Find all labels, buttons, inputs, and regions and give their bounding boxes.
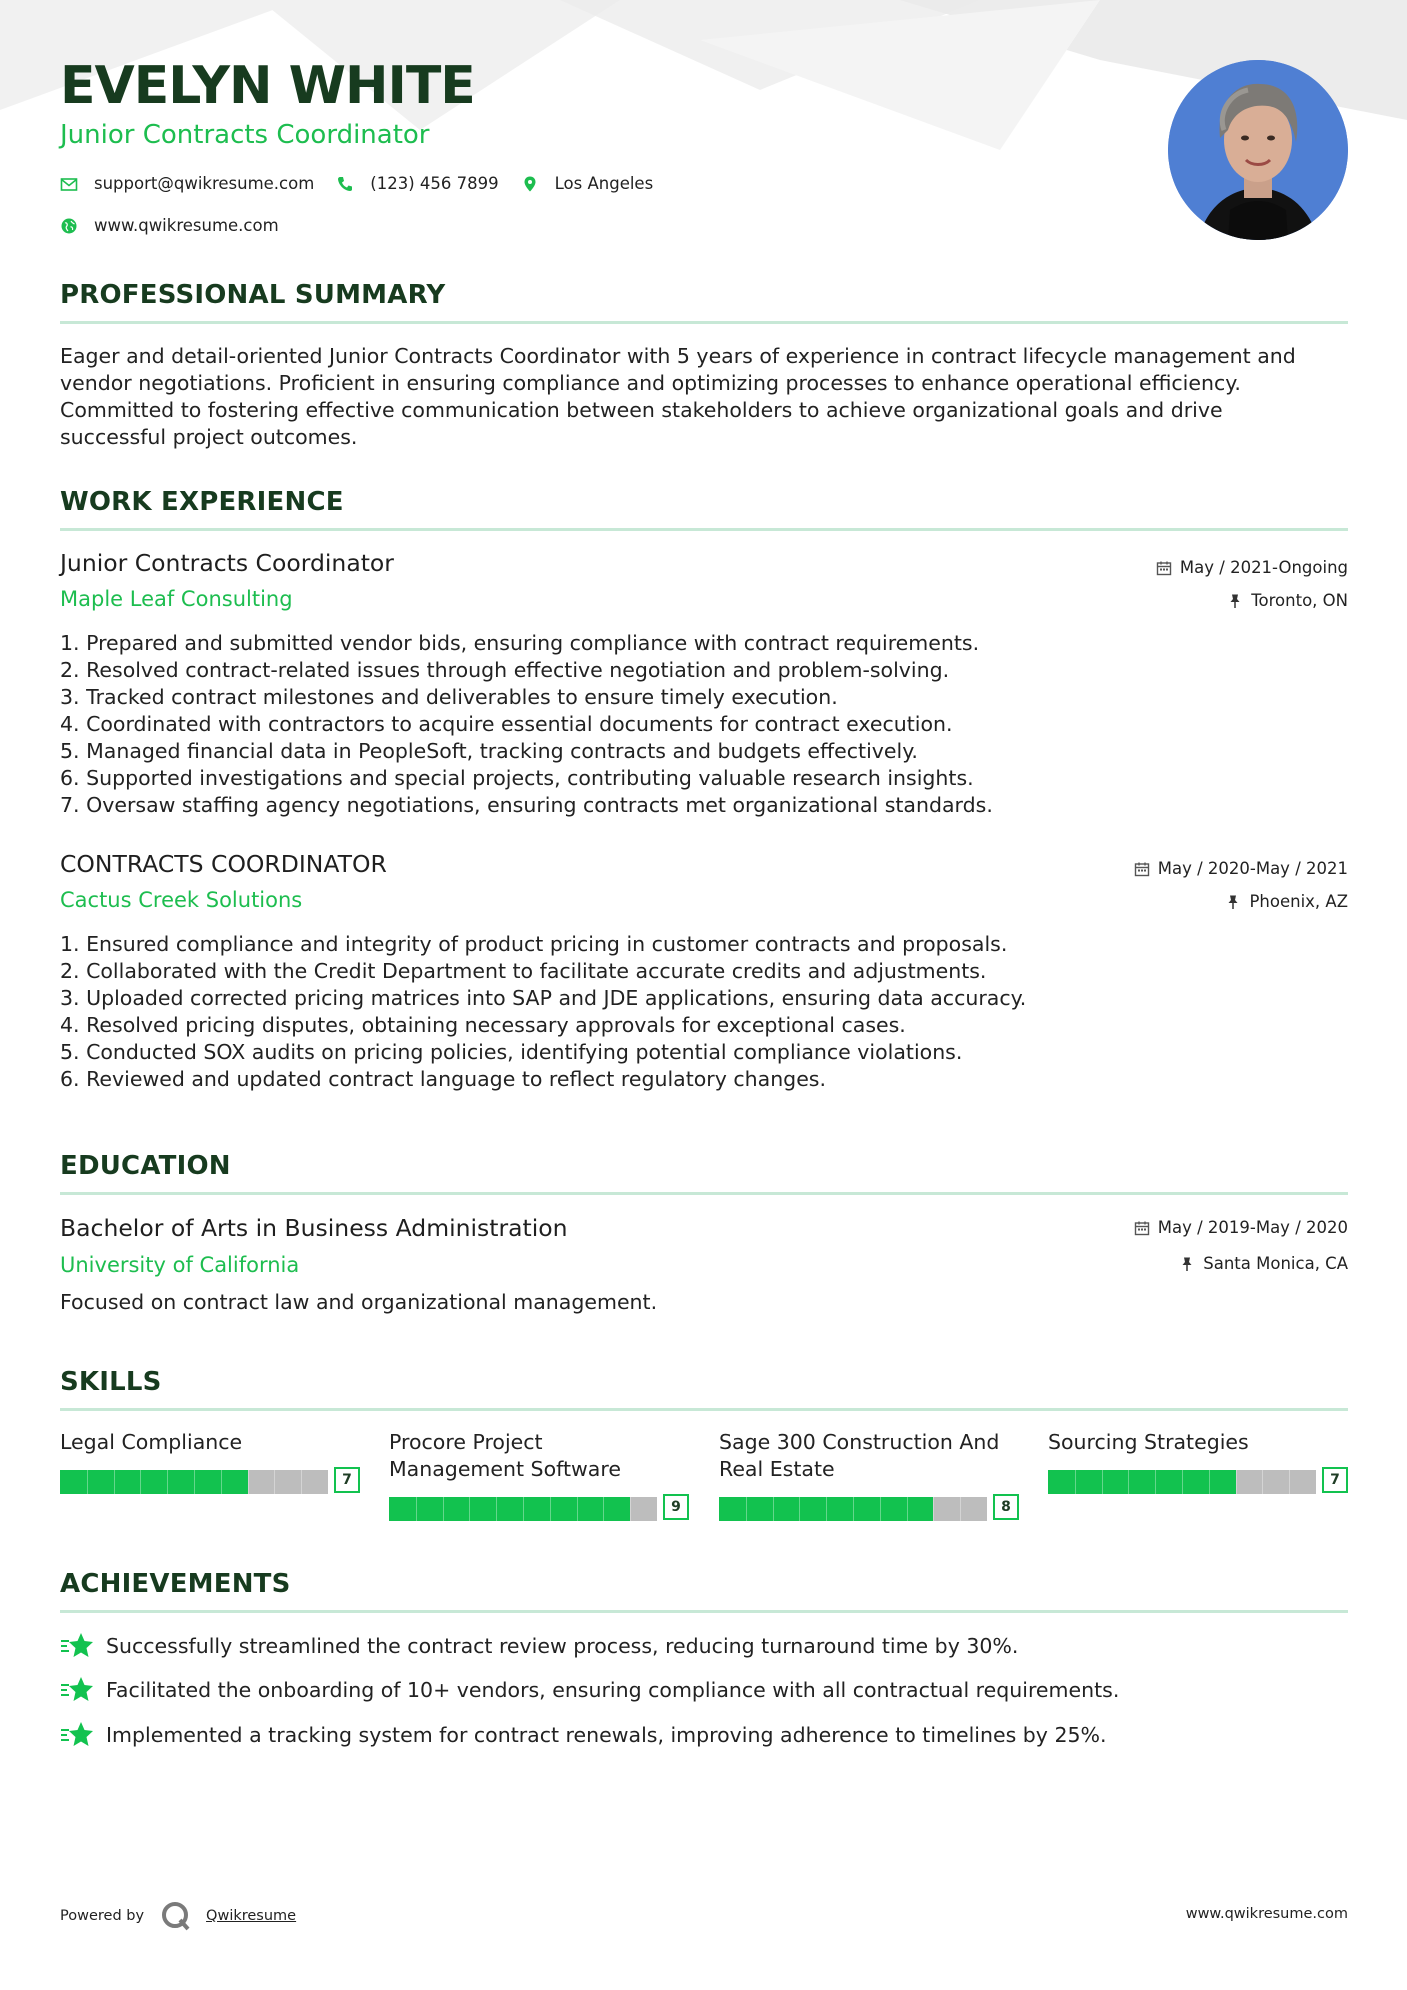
skill-score: 8 (993, 1494, 1019, 1520)
skill-bar-segment (301, 1470, 302, 1494)
skill-name (719, 1429, 1019, 1483)
skill-score: 7 (1322, 1467, 1348, 1493)
job-dates (1156, 558, 1348, 577)
candidate-name: EVELYN WHITE (60, 56, 475, 116)
summary-line: Eager and detail-oriented Junior Contracts Coordinator with 5 years of experience in contract lifecycle management and (60, 344, 1296, 368)
qwikresume-logo-icon (160, 1900, 192, 1932)
email-text: support@qwikresume.com (94, 174, 315, 193)
skill-bar-segment (469, 1497, 470, 1521)
list-item: 3. Uploaded corrected pricing matrices into SAP and JDE applications, ensuring data accuracy. (60, 986, 1027, 1010)
achievement-item (60, 1720, 1107, 1750)
skill-bar-segment (1289, 1470, 1290, 1494)
skill-bar-segment (1236, 1470, 1237, 1494)
list-item: 4. Resolved pricing disputes, obtaining necessary approvals for exceptional cases. (60, 1013, 906, 1037)
skill-bar-segment (960, 1497, 961, 1521)
skill-name (60, 1429, 360, 1456)
contact-phone[interactable] (336, 174, 498, 193)
achievement-text: Implemented a tracking system for contract renewals, improving adherence to timelines by 25%. (106, 1723, 1107, 1747)
pushpin-icon (1227, 593, 1243, 609)
contact-row-website (60, 216, 301, 235)
star-icon (60, 1720, 94, 1750)
list-item: 2. Collaborated with the Credit Department to facilitate accurate credits and adjustments. (60, 959, 987, 983)
skill-name-line: Sourcing Strategies (1048, 1430, 1249, 1454)
job-title: Junior Contracts Coordinator (60, 549, 394, 577)
dates-text: May / 2021-Ongoing (1179, 558, 1348, 577)
skills-heading: SKILLS (60, 1367, 162, 1397)
summary-heading: PROFESSIONAL SUMMARY (60, 280, 446, 310)
education-note: Focused on contract law and organizational management. (60, 1290, 658, 1314)
skill-bar-fill (60, 1470, 248, 1494)
skill-bar-segment (826, 1497, 827, 1521)
calendar-icon (1156, 560, 1172, 576)
skill-bar-segment (443, 1497, 444, 1521)
skill-bar-fill (389, 1497, 630, 1521)
star-icon (60, 1631, 94, 1661)
job-location (1227, 591, 1348, 610)
skill-bar-track (719, 1497, 987, 1521)
achievements-heading: ACHIEVEMENTS (60, 1569, 291, 1599)
skill-name-line: Real Estate (719, 1457, 835, 1481)
skill-bar-segment (87, 1470, 88, 1494)
skill-meter (60, 1467, 360, 1495)
skill-name-line: Legal Compliance (60, 1430, 243, 1454)
contact-website[interactable] (60, 216, 279, 235)
phone-text: (123) 456 7899 (370, 174, 499, 193)
candidate-title: Junior Contracts Coordinator (60, 120, 430, 150)
skill-name (1048, 1429, 1348, 1456)
website-text: www.qwikresume.com (94, 216, 279, 235)
list-item: 6. Reviewed and updated contract language to reflect regulatory changes. (60, 1067, 827, 1091)
skill-bar-track (1048, 1470, 1316, 1494)
skill-meter (389, 1494, 689, 1522)
star-icon (60, 1675, 94, 1705)
skill-bar-segment (773, 1497, 774, 1521)
pushpin-icon (1179, 1256, 1195, 1272)
section-divider (60, 1610, 1348, 1613)
footer-powered-by (60, 1900, 296, 1932)
skill-item (1048, 1429, 1348, 1488)
skill-bar-segment (1128, 1470, 1129, 1494)
profile-photo (1168, 60, 1348, 240)
skill-bar-segment (603, 1497, 604, 1521)
skill-bar-segment (1209, 1470, 1210, 1494)
summary-line: Committed to fostering effective communication between stakeholders to achieve organizational goals and drive (60, 398, 1223, 422)
achievement-item (60, 1675, 1119, 1705)
skill-name-line: Sage 300 Construction And (719, 1430, 1000, 1454)
footer-website[interactable]: www.qwikresume.com (1185, 1906, 1348, 1922)
section-divider (60, 1192, 1348, 1195)
skill-meter (1048, 1467, 1348, 1495)
location-text: Toronto, ON (1251, 591, 1348, 610)
education-dates (1134, 1218, 1348, 1237)
contact-location (521, 174, 654, 193)
map-pin-icon (521, 175, 539, 193)
summary-line: successful project outcomes. (60, 425, 358, 449)
dates-text: May / 2020-May / 2021 (1157, 859, 1348, 878)
list-item: 5. Conducted SOX audits on pricing policies, identifying potential compliance violations. (60, 1040, 963, 1064)
list-item: 1. Ensured compliance and integrity of product pricing in customer contracts and proposals. (60, 932, 1008, 956)
skill-bar-segment (799, 1497, 800, 1521)
skill-bar-segment (853, 1497, 854, 1521)
skill-bar-segment (1182, 1470, 1183, 1494)
skill-item (389, 1429, 689, 1515)
skill-name-line: Procore Project (389, 1430, 543, 1454)
skill-bar-fill (1048, 1470, 1236, 1494)
globe-icon (60, 217, 78, 235)
list-item: 6. Supported investigations and special projects, contributing valuable research insights. (60, 766, 974, 790)
location-text: Los Angeles (554, 174, 654, 193)
achievement-text: Successfully streamlined the contract review process, reducing turnaround time by 30%. (106, 1634, 1019, 1658)
dates-text: May / 2019-May / 2020 (1157, 1218, 1348, 1237)
skill-bar-segment (577, 1497, 578, 1521)
list-item: 4. Coordinated with contractors to acquire essential documents for contract execution. (60, 712, 953, 736)
phone-icon (336, 175, 354, 193)
skill-name-line: Management Software (389, 1457, 621, 1481)
skill-bar-segment (140, 1470, 141, 1494)
duties-list (60, 931, 1026, 1093)
skill-meter (719, 1494, 1019, 1522)
brand-link[interactable]: Qwikresume (206, 1908, 297, 1924)
location-text: Phoenix, AZ (1249, 892, 1348, 911)
pushpin-icon (1225, 894, 1241, 910)
skill-bar-segment (550, 1497, 551, 1521)
section-divider (60, 1408, 1348, 1411)
achievement-item (60, 1631, 1018, 1661)
job-title: CONTRACTS COORDINATOR (60, 850, 387, 878)
job-company: Maple Leaf Consulting (60, 587, 293, 611)
list-item: 3. Tracked contract milestones and deliverables to ensure timely execution. (60, 685, 838, 709)
envelope-icon (60, 175, 78, 193)
skill-bar-segment (933, 1497, 934, 1521)
skill-score: 7 (334, 1467, 360, 1493)
achievement-text: Facilitated the onboarding of 10+ vendors, ensuring compliance with all contractual requirements. (106, 1678, 1120, 1702)
education-heading: EDUCATION (60, 1151, 231, 1181)
powered-by-text: Powered by (60, 1908, 145, 1924)
degree-title: Bachelor of Arts in Business Administration (60, 1214, 568, 1242)
calendar-icon (1134, 861, 1150, 877)
skill-score: 9 (663, 1494, 689, 1520)
school-name: University of California (60, 1253, 300, 1277)
skill-bar-segment (416, 1497, 417, 1521)
skill-bar-segment (248, 1470, 249, 1494)
skill-bar-segment (114, 1470, 115, 1494)
list-item: 5. Managed financial data in PeopleSoft, tracking contracts and budgets effectively. (60, 739, 918, 763)
skill-bar-track (60, 1470, 328, 1494)
skill-bar-segment (496, 1497, 497, 1521)
skill-bar-segment (1262, 1470, 1263, 1494)
skill-bar-segment (1102, 1470, 1103, 1494)
list-item: 1. Prepared and submitted vendor bids, ensuring compliance with contract requirements. (60, 631, 980, 655)
skill-bar-segment (523, 1497, 524, 1521)
skill-bar-segment (167, 1470, 168, 1494)
skill-bar-segment (1075, 1470, 1076, 1494)
contact-email[interactable] (60, 174, 314, 193)
skill-bar-segment (630, 1497, 631, 1521)
experience-heading: WORK EXPERIENCE (60, 487, 344, 517)
skill-name (389, 1429, 689, 1483)
skill-bar-segment (221, 1470, 222, 1494)
skill-bar-segment (1155, 1470, 1156, 1494)
skill-bar-segment (274, 1470, 275, 1494)
skill-bar-segment (880, 1497, 881, 1521)
skill-bar-segment (907, 1497, 908, 1521)
skill-bar-track (389, 1497, 657, 1521)
list-item: 7. Oversaw staffing agency negotiations, ensuring contracts met organizational standards. (60, 793, 993, 817)
section-divider (60, 321, 1348, 324)
duties-list (60, 630, 993, 819)
section-divider (60, 528, 1348, 531)
summary-text (60, 343, 1350, 451)
education-location (1179, 1254, 1348, 1273)
skill-bar-segment (194, 1470, 195, 1494)
skill-item (60, 1429, 360, 1488)
skill-bar-segment (746, 1497, 747, 1521)
job-dates (1134, 859, 1348, 878)
location-text: Santa Monica, CA (1203, 1254, 1348, 1273)
skill-item (719, 1429, 1019, 1515)
job-company: Cactus Creek Solutions (60, 888, 303, 912)
contact-row (60, 174, 675, 193)
calendar-icon (1134, 1220, 1150, 1236)
summary-line: vendor negotiations. Proficient in ensuring compliance and optimizing processes to enhance operational efficiency. (60, 371, 1241, 395)
list-item: 2. Resolved contract-related issues through effective negotiation and problem-solving. (60, 658, 950, 682)
job-location (1225, 892, 1348, 911)
